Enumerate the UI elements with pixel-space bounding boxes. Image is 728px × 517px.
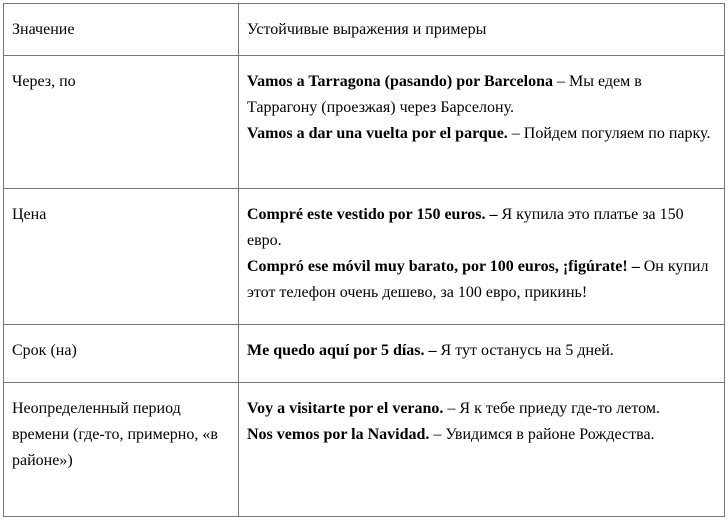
table-row — [4, 189, 725, 325]
example-spanish: Me quedo aquí por 5 días. – — [247, 342, 437, 359]
example-spanish: Voy a visitarte por el verano. — [247, 400, 444, 417]
example-translation: Я тут останусь на 5 дней. — [436, 342, 614, 359]
header-expressions: Устойчивые выражения и примеры — [239, 4, 725, 56]
example-spanish: Vamos a Tarragona (pasando) por Barcelona — [247, 73, 553, 90]
example — [247, 121, 716, 147]
meaning-cell: Цена — [4, 189, 239, 325]
example-spanish: Vamos a dar una vuelta por el parque. — [247, 125, 508, 142]
example — [247, 202, 716, 254]
meaning-cell: Срок (на) — [4, 325, 239, 383]
example — [247, 69, 716, 121]
example — [247, 396, 716, 422]
example — [247, 338, 716, 364]
examples-cell — [239, 383, 725, 517]
examples-cell — [239, 325, 725, 383]
example-spanish: Compré este vestido por 150 euros. – — [247, 206, 498, 223]
table-row — [4, 56, 725, 189]
example — [247, 254, 716, 306]
examples-cell — [239, 189, 725, 325]
examples-cell — [239, 56, 725, 189]
table-row — [4, 325, 725, 383]
example — [247, 422, 716, 448]
example-translation: Я купила это платье за 150 евро. — [247, 206, 684, 249]
example-translation: – Увидимся в районе Рождества. — [429, 426, 655, 443]
table-row — [4, 383, 725, 517]
usage-table — [3, 3, 725, 517]
example-translation: – Я к тебе приеду где-то летом. — [443, 400, 660, 417]
example-spanish: Compró ese móvil muy barato, por 100 euros, ¡figúrate! – — [247, 258, 640, 275]
example-translation: Он купил этот телефон очень дешево, за 100 евро, прикинь! — [247, 258, 709, 301]
meaning-cell: Через, по — [4, 56, 239, 189]
example-translation: – Пойдем погуляем по парку. — [507, 125, 711, 142]
example-spanish: Nos vemos por la Navidad. — [247, 426, 430, 443]
example-translation: – Мы едем в Таррагону (проезжая) через Барселону. — [247, 73, 642, 116]
table-header-row — [4, 4, 725, 56]
meaning-cell: Неопределенный период времени (где-то, примерно, «в районе») — [4, 383, 239, 517]
header-meaning: Значение — [4, 4, 239, 56]
